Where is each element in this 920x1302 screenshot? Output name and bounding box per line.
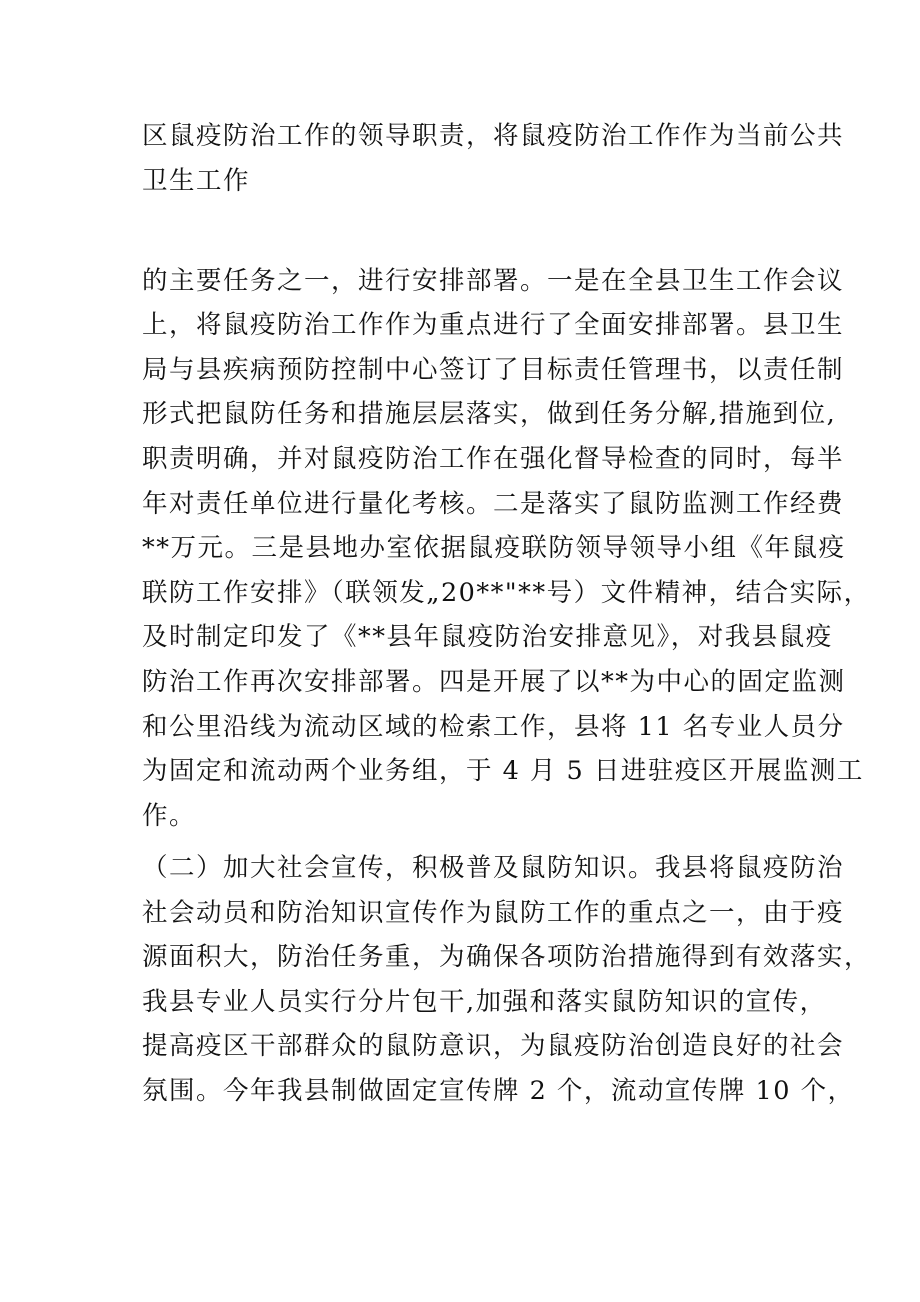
text-line: 卫生工作 — [142, 166, 251, 196]
text-line: 联防工作安排》（联领发„20**"**号）文件精神，结合实际， — [142, 578, 871, 608]
text-line: 提高疫区干部群众的鼠防意识，为鼠疫防治创造良好的社会 — [142, 1031, 845, 1061]
text-line: 源面积大，防治任务重，为确保各项防治措施得到有效落实， — [142, 942, 872, 972]
text-line: 年对责任单位进行量化考核。二是落实了鼠防监测工作经费 — [142, 489, 845, 519]
text-line: 职责明确，并对鼠疫防治工作在强化督导检查的同时，每半 — [142, 444, 845, 474]
text-line: 上，将鼠疫防治工作作为重点进行了全面安排部署。县卫生 — [142, 310, 845, 340]
text-line: 形式把鼠防任务和措施层层落实，做到任务分解,措施到位, — [142, 399, 837, 429]
text-line: 防治工作再次安排部署。四是开展了以**为中心的固定监测 — [142, 667, 846, 697]
text-line: 为固定和流动两个业务组，于 4 月 5 日进驻疫区开展监测工 — [142, 756, 864, 786]
text-line: 的主要任务之一，进行安排部署。一是在全县卫生工作会议 — [142, 266, 845, 296]
text-line: 作。 — [142, 801, 197, 831]
text-line: 区鼠疫防治工作的领导职责，将鼠疫防治工作作为当前公共 — [142, 121, 845, 151]
text-line: 氛围。今年我县制做固定宣传牌 2 个，流动宣传牌 10 个， — [142, 1076, 855, 1106]
text-line: 及时制定印发了《**县年鼠疫防治安排意见》，对我县鼠疫 — [142, 622, 833, 652]
text-line: 我县专业人员实行分片包干,加强和落实鼠防知识的宣传， — [142, 987, 827, 1017]
section-heading-line: （二）加大社会宣传，积极普及鼠防知识。我县将鼠疫防治 — [142, 853, 845, 883]
text-line: 局与县疾病预防控制中心签订了目标责任管理书，以责任制 — [142, 355, 845, 385]
text-line: **万元。三是县地办室依据鼠疫联防领导领导小组《年鼠疫 — [142, 533, 846, 563]
text-line: 和公里沿线为流动区域的检索工作，县将 11 名专业人员分 — [142, 712, 845, 742]
text-line: 社会动员和防治知识宣传作为鼠防工作的重点之一，由于疫 — [142, 898, 845, 928]
